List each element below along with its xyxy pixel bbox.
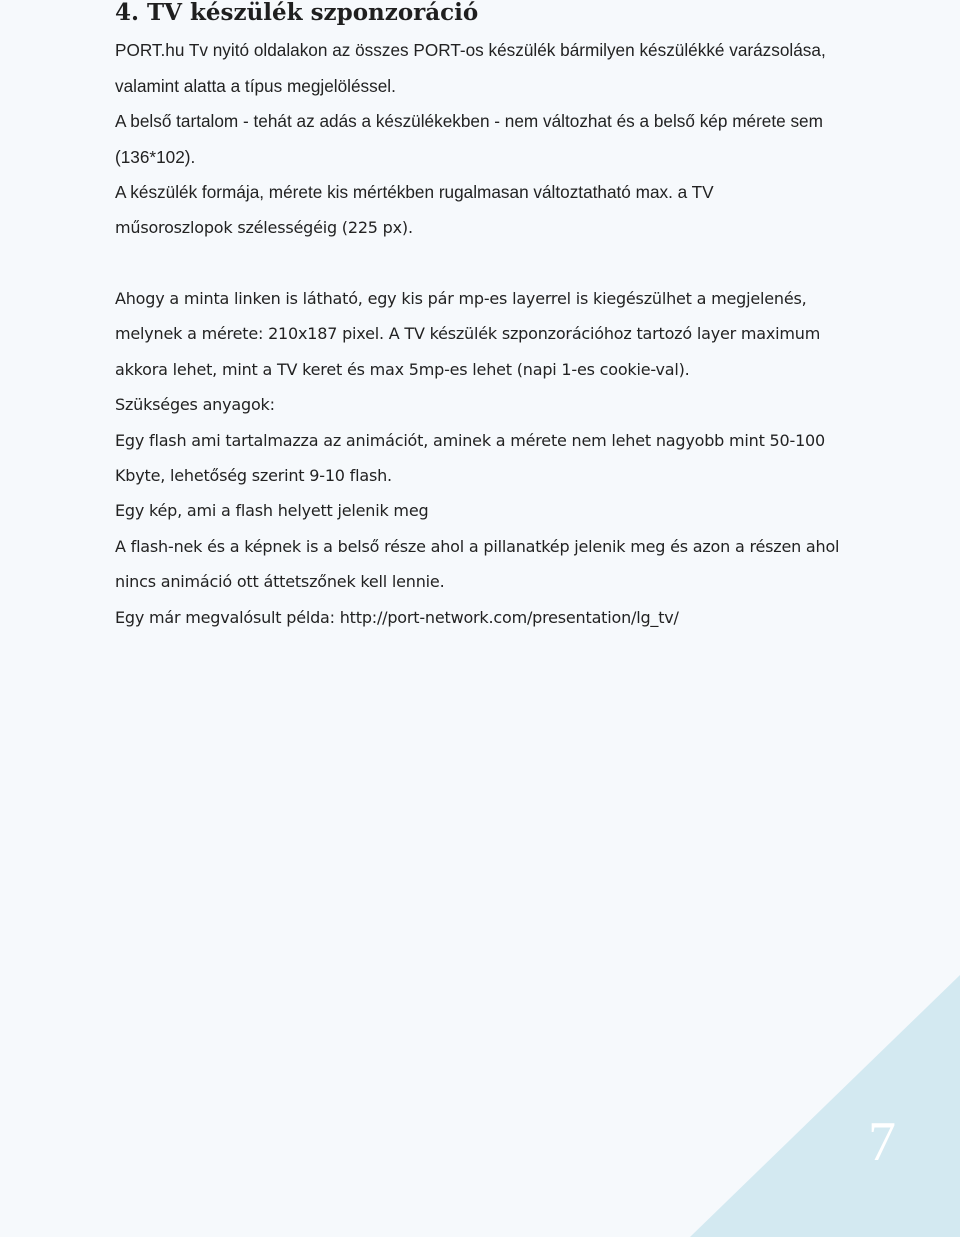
text-line: A belső tartalom - tehát az adás a készülékekben - nem változhat és a belső kép mérete sem bbox=[115, 111, 823, 131]
text-line: A készülék formája, mérete kis mértékben rugalmasan változtatható max. a TV bbox=[115, 182, 714, 202]
text-line: Ahogy a minta linken is látható, egy kis pár mp-es layerrel is kiegészülhet a megjelenés, bbox=[115, 289, 807, 308]
text-line: nincs animáció ott áttetszőnek kell lennie. bbox=[115, 572, 445, 591]
text-line: műsoroszlopok szélességéig (225 px). bbox=[115, 218, 413, 237]
text-line: Egy kép, ami a flash helyett jelenik meg bbox=[115, 501, 429, 520]
text-line: Szükséges anyagok: bbox=[115, 395, 275, 414]
text-line: Kbyte, lehetőség szerint 9-10 flash. bbox=[115, 466, 392, 485]
text-line: valamint alatta a típus megjelöléssel. bbox=[115, 76, 396, 96]
text-line: Egy flash ami tartalmazza az animációt, aminek a mérete nem lehet nagyobb mint 50-100 bbox=[115, 431, 826, 450]
section-heading: 4. TV készülék szponzoráció bbox=[115, 0, 479, 26]
text-line: PORT.hu Tv nyitó oldalakon az összes PORT-os készülék bármilyen készülékké varázsolása, bbox=[115, 40, 826, 60]
text-line: (136*102). bbox=[115, 147, 196, 167]
text-line: A flash-nek és a képnek is a belső része ahol a pillanatkép jelenik meg és azon a részen ahol bbox=[115, 537, 840, 556]
example-link-line: Egy már megvalósult példa: http://port-network.com/presentation/lg_tv/ bbox=[115, 608, 679, 627]
page-number: 7 bbox=[868, 1111, 896, 1173]
corner-triangle bbox=[690, 975, 960, 1237]
text-line: akkora lehet, mint a TV keret és max 5mp-es lehet (napi 1-es cookie-val). bbox=[115, 360, 690, 379]
text-line: melynek a mérete: 210x187 pixel. A TV készülék szponzorációhoz tartozó layer maximum bbox=[115, 324, 821, 343]
